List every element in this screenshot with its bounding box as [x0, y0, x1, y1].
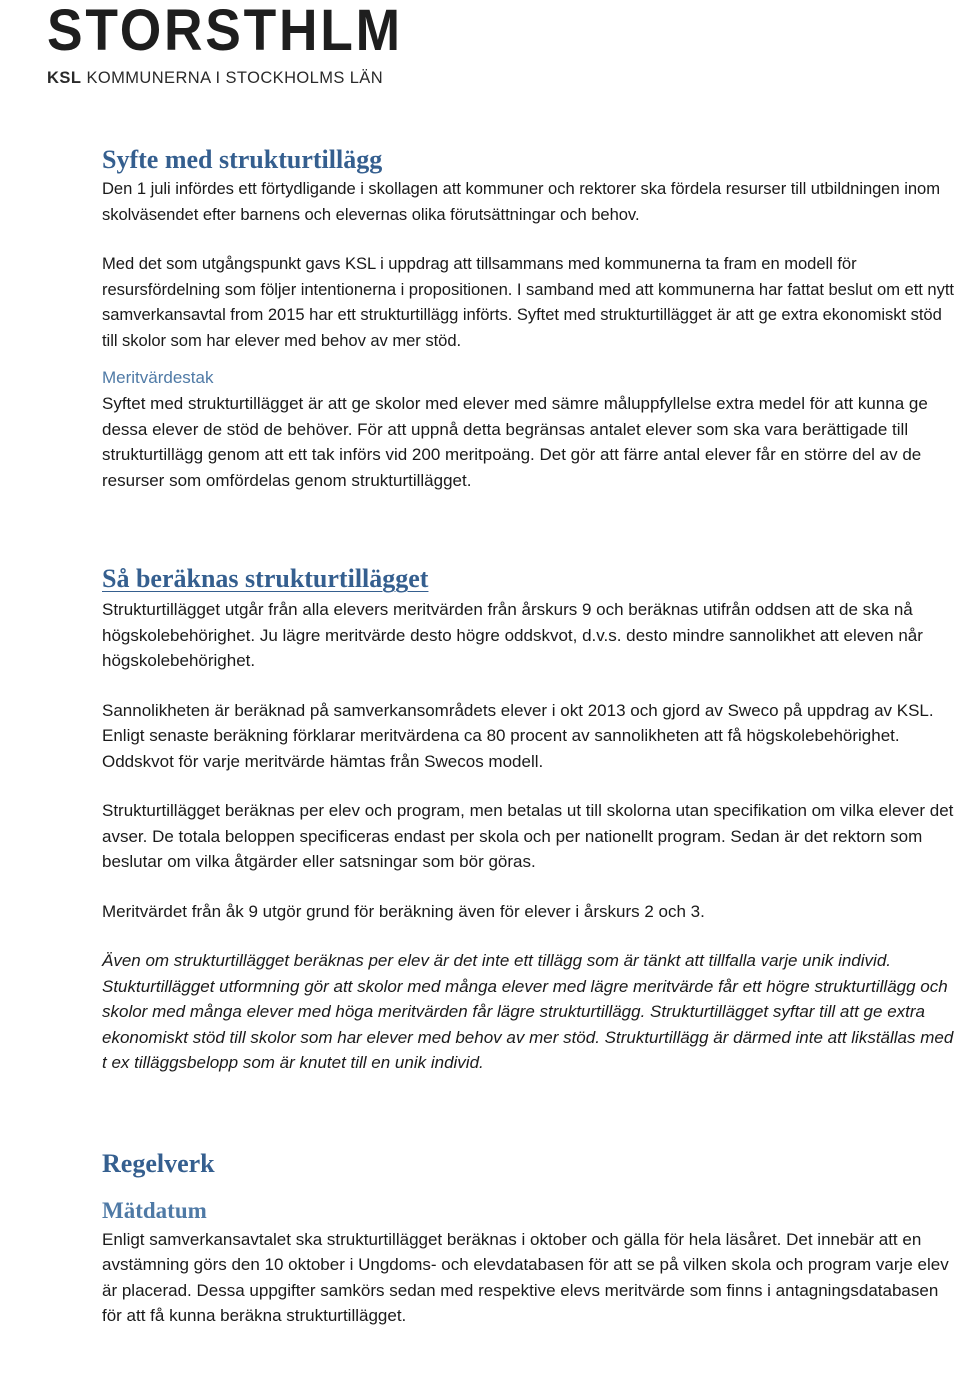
- document-body: [102, 142, 960, 1329]
- paragraph-matdatum: Enligt samverkansavtalet ska strukturtillägget beräknas i oktober och gälla för hela läsåret. Det innebär att en avstämning görs den 10 oktober i Ungdoms- och elevdatabasen för att se på vilken skola och program varje elev är placerad. Dessa uppgifter samkörs sedan med respektive elevs meritvärde som finns i antagningsdatabasen för att få kunna beräkna strukturtillägget.: [102, 1229, 949, 1325]
- logo-wordmark: STORSTHLM: [47, 0, 403, 63]
- logo-subtitle-rest: KOMMUNERNA I STOCKHOLMS LÄN: [81, 69, 384, 87]
- heading-sa-beraknas: Så beräknas strukturtillägget: [102, 564, 429, 593]
- heading-syfte: Syfte med strukturtillägg: [102, 145, 383, 174]
- logo-subtitle: [47, 68, 384, 88]
- paragraph-meritvardestak: Syftet med strukturtillägget är att ge skolor med elever med sämre måluppfyllelse extra medel för att kunna ge dessa elever de stöd de behöver. För att uppnå detta begränsas antalet elever som ska vara berättigade till strukturtillägg genom att ett tak införs vid 200 meritpoäng. Det gör att färre antal elever får en större del av de resurser som omfördelas genom strukturtillägget.: [102, 394, 928, 490]
- paragraph-beraknas-4: Meritvärdet från åk 9 utgör grund för beräkning även för elever i årskurs 2 och 3.: [102, 901, 705, 921]
- paragraph-beraknas-5: Även om strukturtillägget beräknas per elev är det inte ett tillägg som är tänkt att tillfalla varje unik individ. Stukturtillägget utformning gör att skolor med många elever med lägre meritvärde får ett högre strukturtillägg och skolor med många elever med höga meritvärden får lägre strukturtillägg. Strukturtillägget syftar till att ge extra ekonomiskt stöd till skolor som har elever med behov av mer stöd. Strukturtillägg är därmed inte att likställas med t ex tilläggsbelopp som är knutet till en unik individ.: [102, 951, 954, 1072]
- paragraph-beraknas-2: Sannolikheten är beräknad på samverkansområdets elever i okt 2013 och gjord av Sweco på uppdrag av KSL. Enligt senaste beräkning förklarar meritvärdena ca 80 procent av sannolikheten att få högskolebehörighet. Oddskvot för varje meritvärde hämtas från Swecos modell.: [102, 700, 934, 771]
- storsthlm-logo: [47, 0, 403, 88]
- paragraph-beraknas-3: Strukturtillägget beräknas per elev och program, men betalas ut till skolorna utan specifikation om vilka elever det avser. De totala beloppen specificeras endast per skola och per nationellt program. Sedan är det rektorn som beslutar om vilka åtgärder eller satsningar som bör göras.: [102, 801, 954, 871]
- paragraph-syfte-1: Den 1 juli infördes ett förtydligande i skollagen att kommuner och rektorer ska fördela resurser till utbildningen inom skolväsendet efter barnens och elevernas olika förutsättningar och behov.: [102, 179, 940, 224]
- logo-subtitle-bold: KSL: [47, 69, 82, 87]
- heading-matdatum: Mätdatum: [102, 1197, 207, 1223]
- paragraph-syfte-2: Med det som utgångspunkt gavs KSL i uppdrag att tillsammans med kommunerna ta fram en modell för resursfördelning som följer intentionerna i propositionen. I samband med att kommunerna har fattat beslut om ett nytt samverkansavtal from 2015 har ett strukturtillägg införts. Syftet med strukturtillägget är att ge extra ekonomiskt stöd till skolor som har elever med behov av mer stöd.: [102, 254, 954, 350]
- subheading-meritvardestak: Meritvärdestak: [102, 368, 214, 387]
- paragraph-beraknas-1: Strukturtillägget utgår från alla elevers meritvärden från årskurs 9 och beräknas utifrån oddsen att de ska nå högskolebehörighet. Ju lägre meritvärde desto högre oddskvot, d.v.s. desto mindre sannolikhet att eleven når högskolebehörighet.: [102, 600, 923, 670]
- heading-regelverk: Regelverk: [102, 1148, 215, 1178]
